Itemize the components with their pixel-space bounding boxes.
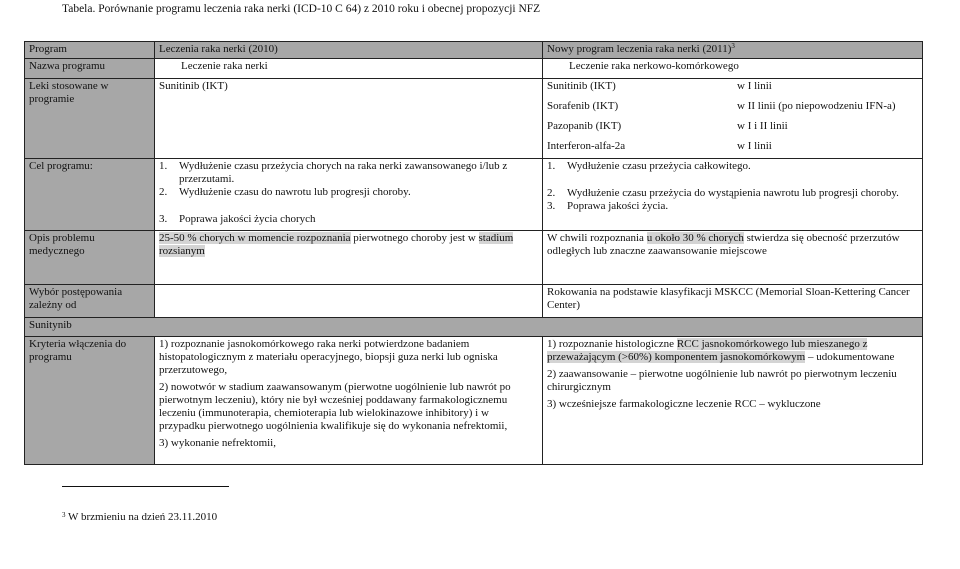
table-row (25, 159, 923, 231)
footnote-text: W brzmieniu na dzień 23.11.2010 (65, 511, 218, 523)
drug-name: Pazopanib (IKT) (547, 120, 622, 132)
section-title-sunitynib: Sunitynib (25, 318, 923, 337)
cell-cel-new (543, 159, 923, 231)
footnote-reference[interactable]: 3 (731, 42, 735, 50)
footnote-number: 3 (62, 511, 66, 519)
drug-name: Sunitinib (IKT) (547, 80, 616, 92)
cell-opis-old: 25-50 % chorych w momencie rozpoznania pierwotnego choroby jest w stadium rozsianym (155, 231, 543, 285)
highlighted-text: 25-50 % chorych w momencie rozpoznania (159, 232, 351, 244)
list-item: 2. Wydłużenie czasu przeżycia do wystąpienia nawrotu lub progresji choroby. (547, 187, 899, 199)
highlighted-text: u około 30 % chorych (646, 232, 744, 244)
nazwa-new-text: Leczenie raka nerkowo-komórkowego (569, 60, 739, 72)
row-label-cel: Cel programu: (25, 159, 155, 231)
criterion-item: 3) wcześniejsze farmakologiczne leczenie RCC – wykluczone (547, 398, 821, 410)
comparison-table (24, 41, 923, 465)
header-new-program (543, 42, 923, 59)
criterion-item: 3) wykonanie nefrektomii, (159, 437, 276, 449)
criterion-item: 1) rozpoznanie histologiczne RCC jasnokomórkowego lub mieszanego z przeważającym (>60%) komponentem jasnokomórkowym – udokumentowane (547, 338, 895, 363)
list-item: 2. Wydłużenie czasu do nawrotu lub progresji choroby. (159, 186, 411, 198)
highlighted-text: stadium rozsianym (159, 232, 514, 257)
table-row (25, 79, 923, 159)
cell-leki-old: Sunitinib (IKT) (155, 79, 543, 159)
drug-line: w I linii (737, 140, 772, 152)
list-item: 1. Wydłużenie czasu przeżycia chorych na raka nerki zawansowanego i/lub z przerzutami. (159, 160, 508, 185)
cell-nazwa-old (155, 59, 543, 79)
row-label-nazwa: Nazwa programu (25, 59, 155, 79)
drug-row (547, 80, 918, 100)
cell-nazwa-new (543, 59, 923, 79)
drug-row (547, 140, 918, 156)
table-row (25, 337, 923, 465)
header-new-program-text: Nowy program leczenia raka nerki (2011) (547, 43, 732, 55)
table-caption: Tabela. Porównanie programu leczenia raka nerki (ICD-10 C 64) z 2010 roku i obecnej propozycji NFZ (62, 3, 541, 15)
cell-kryteria-new (543, 337, 923, 465)
drug-name: Sorafenib (IKT) (547, 100, 619, 112)
header-row (25, 42, 923, 59)
drug-name: Interferon-alfa-2a (547, 140, 626, 152)
cell-cel-old (155, 159, 543, 231)
header-program: Program (25, 42, 155, 59)
criterion-item: 2) nowotwór w stadium zaawansowanym (pierwotne uogólnienie lub nawrót po pierwotnym leczeniu), który nie był wcześniej poddawany farmakologicznemu leczeniu (immunoterapia, chemioterapia lub wielokinazowe inhibitory) i w przypadku pierwotnego uogólnienia kwalifikuje się do wykonania nefrektomii, (159, 381, 511, 432)
table-row (25, 59, 923, 79)
table-row (25, 285, 923, 318)
highlighted-text: RCC jasnokomórkowego lub mieszanego z przeważającym (>60%) komponentem jasnokomórkowym (547, 338, 868, 363)
cell-wybor-old (155, 285, 543, 318)
nazwa-old-text: Leczenie raka nerki (181, 60, 268, 72)
footnote-separator (62, 486, 229, 487)
goal-list-old (159, 160, 538, 226)
cell-kryteria-old (155, 337, 543, 465)
drug-row (547, 100, 918, 120)
header-old-program: Leczenia raka nerki (2010) (155, 42, 543, 59)
cell-leki-new (543, 79, 923, 159)
drug-line: w I linii (737, 80, 772, 92)
drug-row (547, 120, 918, 140)
row-label-leki: Leki stosowane w programie (25, 79, 155, 159)
table-row (25, 231, 923, 285)
criterion-item: 2) zaawansowanie – pierwotne uogólnienie lub nawrót po pierwotnym leczeniu chirurgicznym (547, 368, 897, 393)
list-item: 3. Poprawa jakości życia. (547, 200, 669, 212)
drug-line: w II linii (po niepowodzeniu IFN-a) (737, 100, 896, 112)
list-item: 1. Wydłużenie czasu przeżycia całkowitego. (547, 160, 751, 172)
goal-list-new (547, 160, 918, 213)
row-label-kryteria: Kryteria włączenia do programu (25, 337, 155, 465)
footnote (62, 511, 217, 524)
section-row (25, 318, 923, 337)
cell-wybor-new: Rokowania na podstawie klasyfikacji MSKCC (Memorial Sloan-Kettering Cancer Center) (543, 285, 923, 318)
row-label-wybor: Wybór postępowania zależny od (25, 285, 155, 318)
list-item: 3. Poprawa jakości życia chorych (159, 213, 316, 225)
criterion-item: 1) rozpoznanie jasnokomórkowego raka nerki potwierdzone badaniem histopatologicznym z materiału operacyjnego, biopsji guza nerki lub ogniska przerzutowego, (159, 338, 498, 376)
drug-line: w I i II linii (737, 120, 788, 132)
cell-opis-new: W chwili rozpoznania u około 30 % chorych stwierdza się obecność przerzutów odległych lub znaczne zaawansowanie miejscowe (543, 231, 923, 285)
row-label-opis: Opis problemu medycznego (25, 231, 155, 285)
